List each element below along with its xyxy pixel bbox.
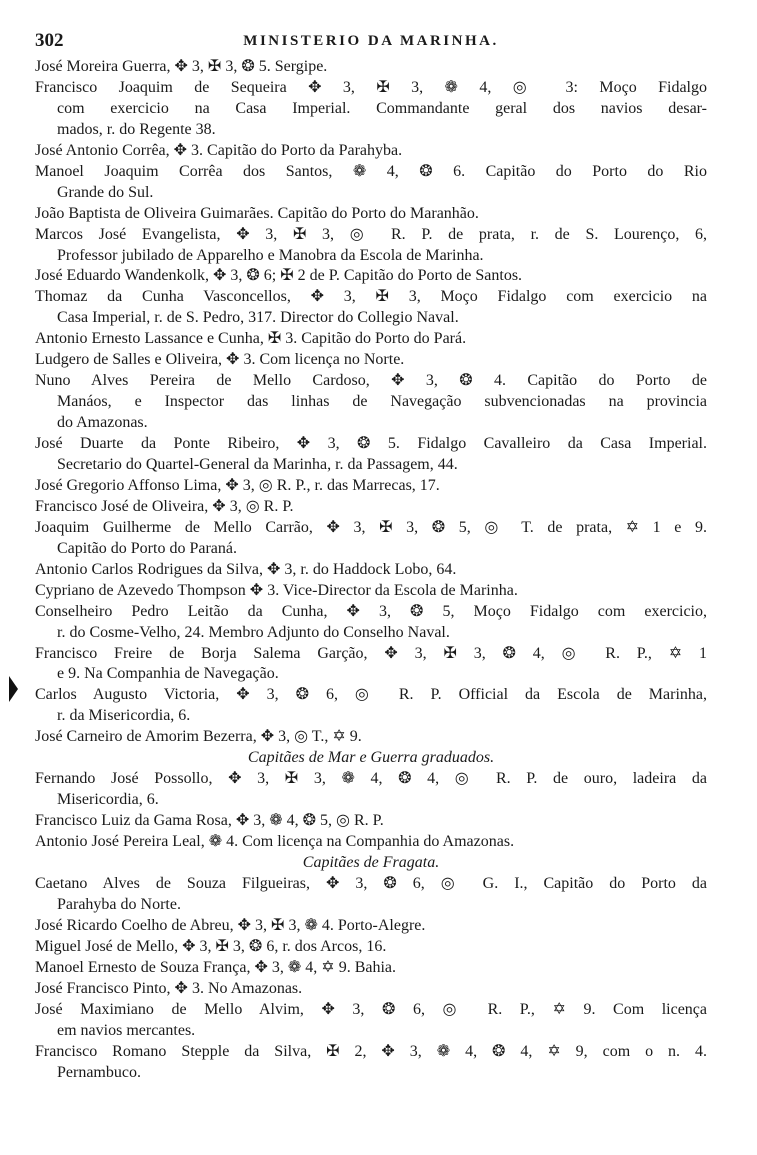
entry-line: Fernando José Possollo, ✥ 3, ✠ 3, ❁ 4, ❂ 4, ◎ R. P. de ouro, ladeira da (35, 770, 707, 788)
entry-line: Pernambuco. (57, 1063, 141, 1081)
entry-line: Antonio Carlos Rodrigues da Silva, ✥ 3, r. do Haddock Lobo, 64. (35, 560, 457, 578)
entry-line: Misericordia, 6. (57, 791, 159, 809)
page-header (35, 30, 707, 54)
officer-entry (35, 581, 707, 602)
entry-line: com exercicio na Casa Imperial. Commandante geral dos navios desar- (57, 99, 707, 117)
officer-entry (35, 937, 707, 958)
entry-line: Secretario do Quartel-General da Marinha, r. da Passagem, 44. (57, 455, 458, 473)
entry-line: Grande do Sul. (57, 183, 154, 201)
officer-entry (35, 204, 707, 225)
officer-entry (35, 832, 707, 853)
officer-entry (35, 769, 707, 811)
entry-line: Antonio Ernesto Lassance e Cunha, ✠ 3. Capitão do Porto do Pará. (35, 330, 467, 348)
entry-line: Professor jubilado de Apparelho e Manobra da Escola de Marinha. (57, 246, 484, 264)
officer-entry (35, 916, 707, 937)
entry-line: Parahyba do Norte. (57, 895, 181, 913)
entry-line: Capitão do Porto do Paraná. (57, 539, 237, 557)
entry-line: João Baptista de Oliveira Guimarães. Capitão do Porto do Maranhão. (35, 204, 479, 222)
entry-line: Nuno Alves Pereira de Mello Cardoso, ✥ 3, ❂ 4. Capitão do Porto de (35, 372, 707, 390)
officer-entry (35, 162, 707, 204)
page-number: 302 (35, 30, 64, 51)
entry-line: José Duarte da Ponte Ribeiro, ✥ 3, ❂ 5. Fidalgo Cavalleiro da Casa Imperial. (35, 435, 707, 453)
officer-entry (35, 476, 707, 497)
entry-line: José Carneiro de Amorim Bezerra, ✥ 3, ◎ T., ✡ 9. (35, 728, 362, 746)
officer-entry (35, 266, 707, 287)
entry-line: em navios mercantes. (57, 1021, 196, 1039)
entry-line: Francisco Joaquim de Sequeira ✥ 3, ✠ 3, ❁ 4, ◎ 3: Moço Fidalgo (35, 78, 707, 96)
entry-line: Carlos Augusto Victoria, ✥ 3, ❂ 6, ◎ R. P. Official da Escola de Marinha, (35, 686, 707, 704)
entry-line: José Eduardo Wandenkolk, ✥ 3, ❂ 6; ✠ 2 de P. Capitão do Porto de Santos. (35, 267, 523, 285)
officer-entry (35, 141, 707, 162)
section-heading: Capitães de Mar e Guerra graduados. (247, 749, 495, 767)
margin-arrow-mark (9, 676, 18, 702)
entry-line: mados, r. do Regente 38. (57, 120, 216, 138)
entry-line: Francisco Freire de Borja Salema Garção, ✥ 3, ✠ 3, ❂ 4, ◎ R. P., ✡ 1 (35, 644, 707, 662)
officer-entry (35, 685, 707, 727)
officer-entry (35, 225, 707, 267)
entry-line: Francisco Romano Stepple da Silva, ✠ 2, ✥ 3, ❁ 4, ❂ 4, ✡ 9, com o n. 4. (35, 1042, 707, 1060)
officer-list (35, 57, 707, 1083)
officer-entry (35, 958, 707, 979)
running-title: MINISTERIO DA MARINHA. (243, 33, 499, 49)
entry-line: Marcos José Evangelista, ✥ 3, ✠ 3, ◎ R. P. de prata, r. de S. Lourenço, 6, (35, 225, 707, 243)
entry-line: Ludgero de Salles e Oliveira, ✥ 3. Com licença no Norte. (35, 351, 405, 369)
officer-entry (35, 287, 707, 329)
entry-line: r. da Misericordia, 6. (57, 707, 191, 725)
officer-entry (35, 57, 707, 78)
officer-entry (35, 644, 707, 686)
officer-entry (35, 727, 707, 748)
entry-line: José Antonio Corrêa, ✥ 3. Capitão do Porto da Parahyba. (35, 141, 403, 159)
officer-entry (35, 979, 707, 1000)
entry-line: Antonio José Pereira Leal, ❁ 4. Com licença na Companhia do Amazonas. (35, 833, 515, 851)
entry-line: r. do Cosme-Velho, 24. Membro Adjunto do Conselho Naval. (57, 623, 450, 641)
entry-line: Miguel José de Mello, ✥ 3, ✠ 3, ❂ 6, r. dos Arcos, 16. (35, 937, 387, 955)
entry-line: Thomaz da Cunha Vasconcellos, ✥ 3, ✠ 3, Moço Fidalgo com exercicio na (35, 288, 707, 306)
entry-line: Caetano Alves de Souza Filgueiras, ✥ 3, ❂ 6, ◎ G. I., Capitão do Porto da (35, 874, 707, 892)
entry-line: José Francisco Pinto, ✥ 3. No Amazonas. (35, 979, 303, 997)
officer-entry (35, 518, 707, 560)
officer-entry (35, 560, 707, 581)
entry-line: Casa Imperial, r. de S. Pedro, 317. Director do Collegio Naval. (57, 309, 459, 327)
entry-line: José Gregorio Affonso Lima, ✥ 3, ◎ R. P., r. das Marrecas, 17. (35, 476, 440, 494)
entry-line: Manáos, e Inspector das linhas de Navegação subvencionadas na provincia (57, 393, 707, 411)
officer-entry (35, 874, 707, 916)
entry-line: José Moreira Guerra, ✥ 3, ✠ 3, ❂ 5. Sergipe. (35, 58, 328, 75)
officer-entry (35, 350, 707, 371)
officer-entry (35, 497, 707, 518)
entry-line: Conselheiro Pedro Leitão da Cunha, ✥ 3, ❂ 5, Moço Fidalgo com exercicio, (35, 602, 707, 620)
officer-entry (35, 1042, 707, 1084)
entry-line: Cypriano de Azevedo Thompson ✥ 3. Vice-Director da Escola de Marinha. (35, 581, 518, 599)
entry-line: do Amazonas. (57, 414, 148, 432)
entry-line: Francisco José de Oliveira, ✥ 3, ◎ R. P. (35, 497, 294, 515)
entry-line: Joaquim Guilherme de Mello Carrão, ✥ 3, ✠ 3, ❂ 5, ◎ T. de prata, ✡ 1 e 9. (35, 518, 707, 536)
entry-line: José Ricardo Coelho de Abreu, ✥ 3, ✠ 3, ❁ 4. Porto-Alegre. (35, 916, 426, 934)
officer-entry (35, 329, 707, 350)
entry-line: José Maximiano de Mello Alvim, ✥ 3, ❂ 6, ◎ R. P., ✡ 9. Com licença (35, 1000, 707, 1018)
entry-line: Manoel Ernesto de Souza França, ✥ 3, ❁ 4, ✡ 9. Bahia. (35, 958, 397, 976)
entry-line: Manoel Joaquim Corrêa dos Santos, ❁ 4, ❂ 6. Capitão do Porto do Rio (35, 162, 707, 180)
entry-line: Francisco Luiz da Gama Rosa, ✥ 3, ❁ 4, ❂ 5, ◎ R. P. (35, 812, 384, 830)
section-heading: Capitães de Fragata. (302, 854, 440, 872)
officer-entry (35, 371, 707, 434)
officer-entry (35, 78, 707, 141)
entry-line: e 9. Na Companhia de Navegação. (57, 665, 279, 683)
officer-entry (35, 602, 707, 644)
officer-entry (35, 434, 707, 476)
officer-entry (35, 811, 707, 832)
officer-entry (35, 1000, 707, 1042)
